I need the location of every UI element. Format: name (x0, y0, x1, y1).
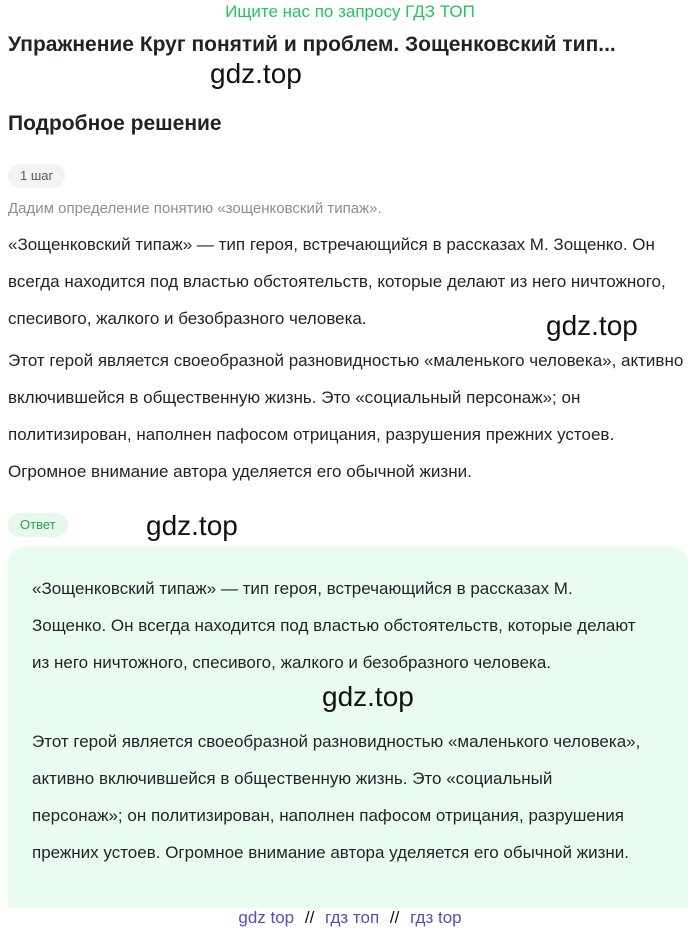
watermark: gdz.top (146, 510, 238, 541)
solution-paragraph: Этот герой является своеобразной разновидностью «маленького человека», активно включившейся в общественную жизнь. Это «социальный персонаж»; он политизирован, наполнен пафосом отрицания, разрушения прежних устоев. Огромное внимание автора уделяется его обычной жизни. (8, 351, 684, 481)
watermark: gdz.top (322, 681, 414, 712)
solution-paragraph: «Зощенковский типаж» — тип героя, встречающийся в рассказах М. Зощенко. Он всегда находится под властью обстоятельств, которые делают из него ничтожного, спесивого, жалкого и безобразного человека. (8, 235, 666, 328)
watermark: gdz.top (546, 310, 638, 341)
step-intro: Дадим определение понятию «зощенковский типаж». (8, 200, 382, 217)
footer-separator: // (304, 908, 315, 927)
page-title: Упражнение Круг понятий и проблем. Зощенковский тип... (8, 33, 616, 56)
watermark: gdz.top (210, 58, 302, 89)
answer-paragraph: «Зощенковский типаж» — тип героя, встречающийся в рассказах М. Зощенко. Он всегда находится под властью обстоятельств, которые делают из него ничтожного, спесивого, жалкого и безобразного человека. (32, 579, 636, 672)
answer-paragraph: Этот герой является своеобразной разновидностью «маленького человека», активно включившейся в общественную жизнь. Это «социальный персонаж»; он политизирован, наполнен пафосом отрицания, разрушения прежних устоев. Огромное внимание автора уделяется его обычной жизни. (32, 732, 641, 862)
footer-separator: // (389, 908, 400, 927)
footer-link[interactable]: гдз top (410, 908, 462, 927)
answer-badge: Ответ (8, 513, 68, 537)
step-badge: 1 шаг (8, 164, 65, 188)
search-banner: Ищите нас по запросу ГДЗ ТОП (225, 2, 475, 21)
footer-link[interactable]: gdz top (238, 908, 295, 927)
footer-links (0, 906, 700, 930)
footer-link[interactable]: гдз топ (325, 908, 380, 927)
solution-heading: Подробное решение (8, 112, 222, 135)
